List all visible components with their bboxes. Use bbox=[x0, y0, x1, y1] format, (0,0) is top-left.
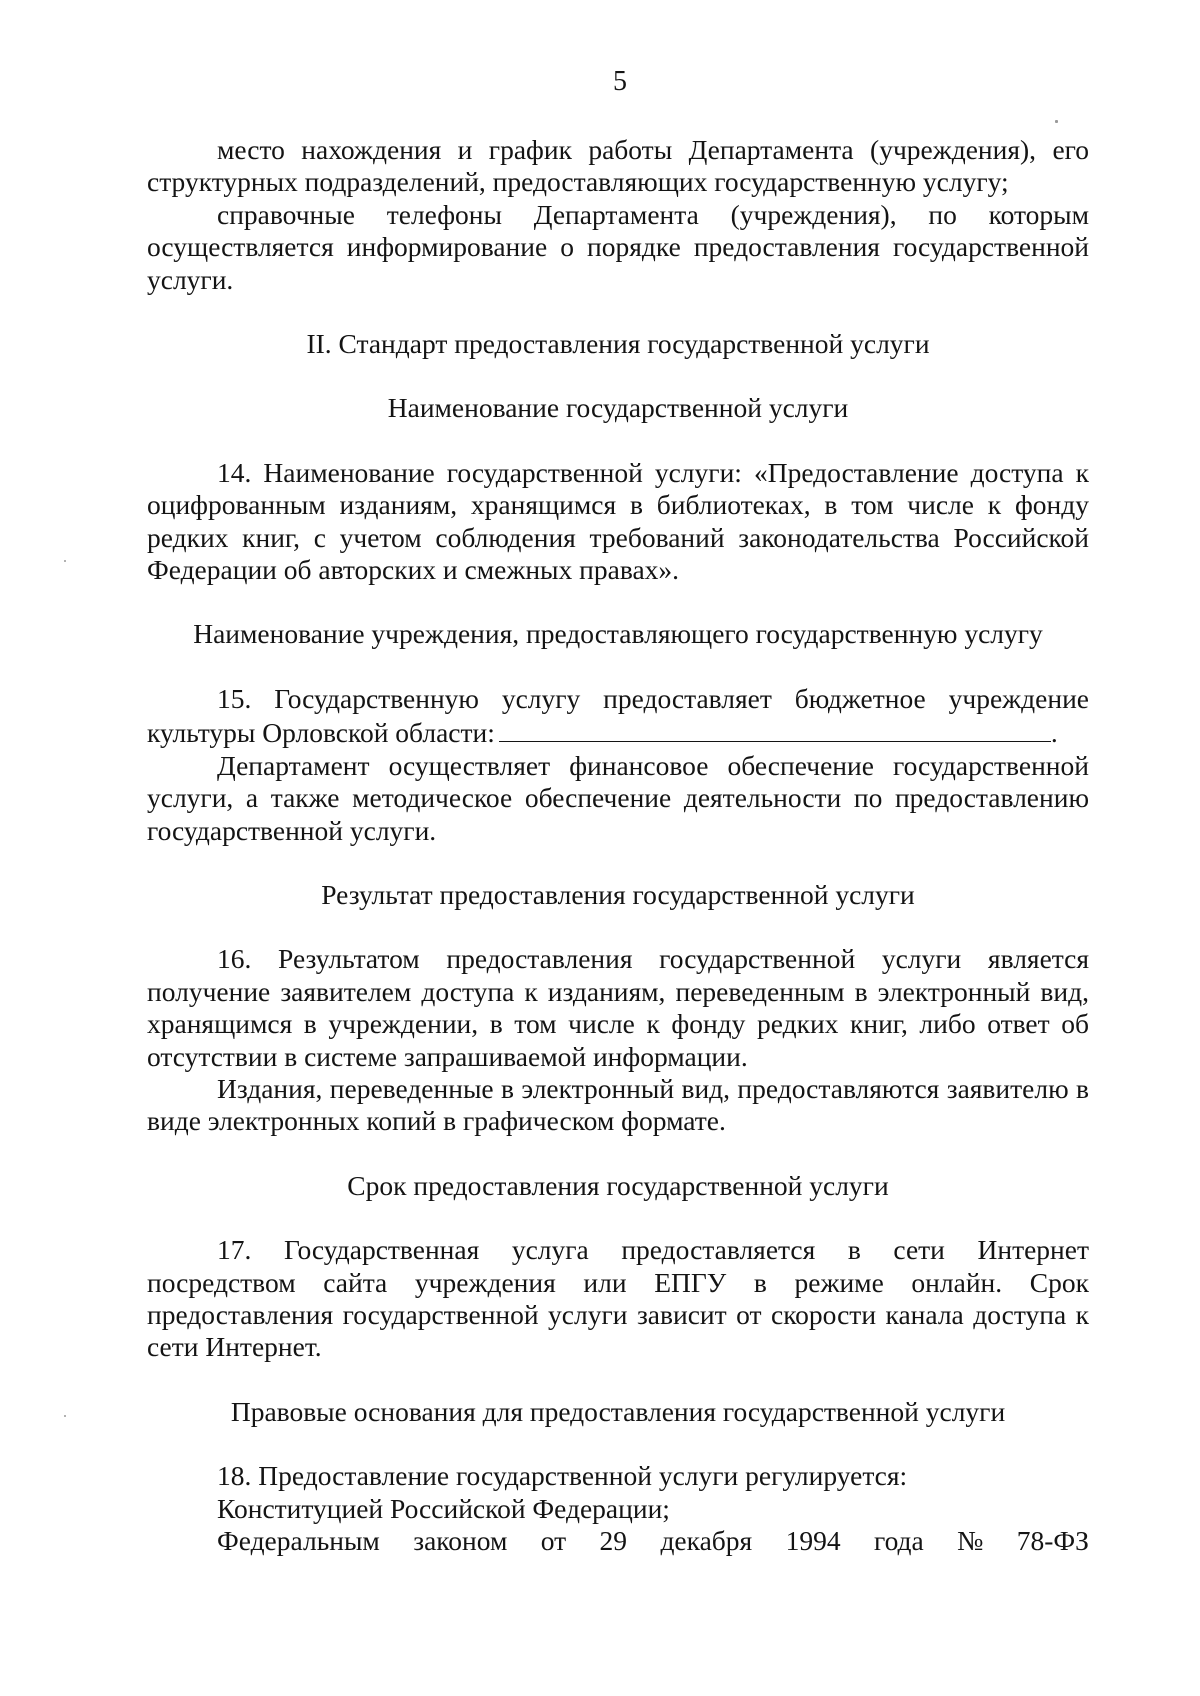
paragraph-15-text: 15. Государственную услугу предоставляет бюджетное учреждение культуры Орловской области: bbox=[147, 682, 1089, 749]
heading-result: Результат предоставления государственной услуги bbox=[321, 878, 915, 910]
heading-term: Срок предоставления государственной услуги bbox=[347, 1169, 889, 1201]
law-word: года bbox=[873, 1525, 924, 1556]
scan-speck bbox=[64, 1415, 66, 1417]
fill-in-blank-line bbox=[499, 715, 1051, 742]
law-word: № bbox=[957, 1525, 984, 1556]
heading-legal-basis: Правовые основания для предоставления государственной услуги bbox=[230, 1395, 1006, 1427]
law-word: 1994 bbox=[785, 1525, 841, 1556]
law-word: законом bbox=[413, 1525, 508, 1556]
page-number: 5 bbox=[613, 66, 627, 97]
law-word: от bbox=[540, 1525, 567, 1556]
scan-speck bbox=[1055, 120, 1058, 123]
paragraph-16: 16. Результатом предоставления государственной услуги является получение заявителем доступа к изданиям, переведенным в электронный вид, хранящимся в учреждении, в том числе к фонду редких книг, либо ответ об отсутствии в системе запрашиваемой информации. bbox=[147, 943, 1089, 1072]
paragraph-18-federal-law bbox=[147, 1525, 1089, 1557]
section-title: II. Стандарт предоставления государственной услуги bbox=[306, 328, 930, 360]
heading-institution: Наименование учреждения, предоставляющего государственную услугу bbox=[193, 618, 1043, 650]
law-word: Федеральным bbox=[217, 1525, 380, 1556]
paragraph-18-constitution: Конституцией Российской Федерации; bbox=[217, 1492, 670, 1524]
paragraph-18: 18. Предоставление государственной услуги регулируется: bbox=[217, 1460, 908, 1492]
law-word: 29 bbox=[599, 1525, 628, 1556]
law-word: 78-ФЗ bbox=[1016, 1525, 1089, 1556]
paragraph-15 bbox=[147, 683, 1089, 750]
law-word: декабря bbox=[660, 1525, 753, 1556]
paragraph-15-department: Департамент осуществляет финансовое обеспечение государственной услуги, а также методическое обеспечение деятельности по предоставлению государственной услуги. bbox=[147, 749, 1089, 846]
paragraph-14: 14. Наименование государственной услуги: «Предоставление доступа к оцифрованным изданиям, хранящимся в библиотеках, в том числе к фонду редких книг, с учетом соблюдения требований законодательства Российской Федерации об авторских и смежных правах». bbox=[147, 456, 1089, 586]
paragraph-16-b: Издания, переведенные в электронный вид, предоставляются заявителю в виде электронных копий в графическом формате. bbox=[147, 1072, 1089, 1137]
paragraph-15-end: . bbox=[1050, 717, 1058, 749]
document-body bbox=[147, 134, 1089, 1557]
paragraph-17: 17. Государственная услуга предоставляется в сети Интернет посредством сайта учреждения или ЕПГУ в режиме онлайн. Срок предоставления государственной услуги зависит от скорости канала доступа к сети Интернет. bbox=[147, 1234, 1089, 1363]
scan-speck bbox=[64, 560, 66, 562]
heading-service-name: Наименование государственной услуги bbox=[387, 392, 849, 424]
paragraph-location: место нахождения и график работы Департамента (учреждения), его структурных подразделений, предоставляющих государственную услугу; bbox=[147, 134, 1089, 198]
paragraph-phones: справочные телефоны Департамента (учреждения), по которым осуществляется информирование о порядке предоставления государственной услуги. bbox=[147, 198, 1089, 295]
